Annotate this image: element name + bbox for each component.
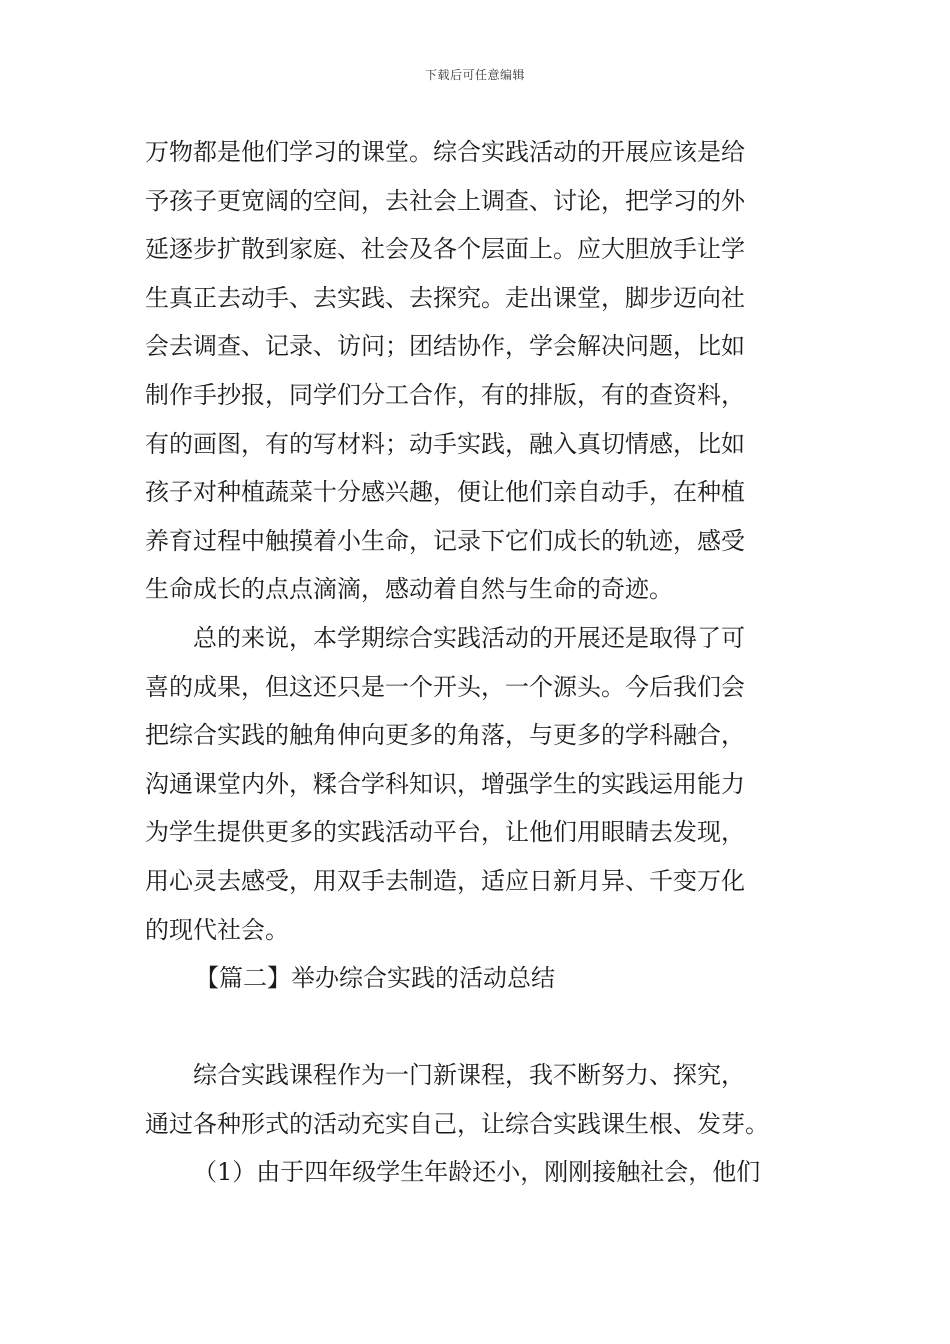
text-line: 沟通课堂内外，糅合学科知识，增强学生的实践运用能力	[145, 769, 745, 798]
blank-line	[145, 1003, 810, 1052]
paragraph-3	[145, 1051, 810, 1148]
text-line: 万物都是他们学习的课堂。综合实践活动的开展应该是给	[145, 138, 745, 166]
text-line: 制作手抄报，同学们分工合作，有的排版，有的查资料，	[145, 380, 745, 409]
text-line: 予孩子更宽阔的空间，去社会上调查、讨论，把学习的外	[145, 186, 745, 215]
text-line: 生真正去动手、去实践、去探究。走出课堂，脚步迈向社	[145, 283, 745, 312]
text-line: 孩子对种植蔬菜十分感兴趣，便让他们亲自动手，在种植	[145, 478, 745, 507]
text-line: 的现代社会。	[145, 915, 289, 944]
paragraph-4	[145, 1148, 810, 1197]
text-line: 有的画图，有的写材料；动手实践，融入真切情感，比如	[145, 429, 745, 458]
page-header: 下载后可任意编辑	[424, 68, 525, 82]
text-line: 生命成长的点点滴滴，感动着自然与生命的奇迹。	[145, 575, 673, 604]
text-line: 会去调查、记录、访问；团结协作，学会解决问题，比如	[145, 332, 745, 361]
text-line: 为学生提供更多的实践活动平台，让他们用眼睛去发现，	[145, 818, 745, 847]
text-line: 养育过程中触摸着小生命，记录下它们成长的轨迹，感受	[145, 526, 745, 555]
paragraph-1	[145, 128, 810, 614]
text-line: 总的来说，本学期综合实践活动的开展还是取得了可	[193, 623, 745, 652]
paragraph-2	[145, 614, 810, 954]
text-line: 把综合实践的触角伸向更多的角落，与更多的学科融合，	[145, 721, 745, 750]
text-line: 延逐步扩散到家庭、社会及各个层面上。应大胆放手让学	[145, 235, 745, 264]
text-line: （1）由于四年级学生年龄还小，刚刚接触社会，他们	[193, 1158, 761, 1187]
text-line: 用心灵去感受，用双手去制造，适应日新月异、千变万化	[145, 866, 745, 895]
section-heading: 【篇二】举办综合实践的活动总结	[195, 964, 555, 993]
text-line: 通过各种形式的活动充实自己，让综合实践课生根、发芽。	[145, 1109, 769, 1138]
text-line: 喜的成果，但这还只是一个开头，一个源头。今后我们会	[145, 672, 745, 701]
text-line: 综合实践课程作为一门新课程，我不断努力、探究，	[193, 1061, 745, 1090]
document-body	[145, 128, 810, 1197]
